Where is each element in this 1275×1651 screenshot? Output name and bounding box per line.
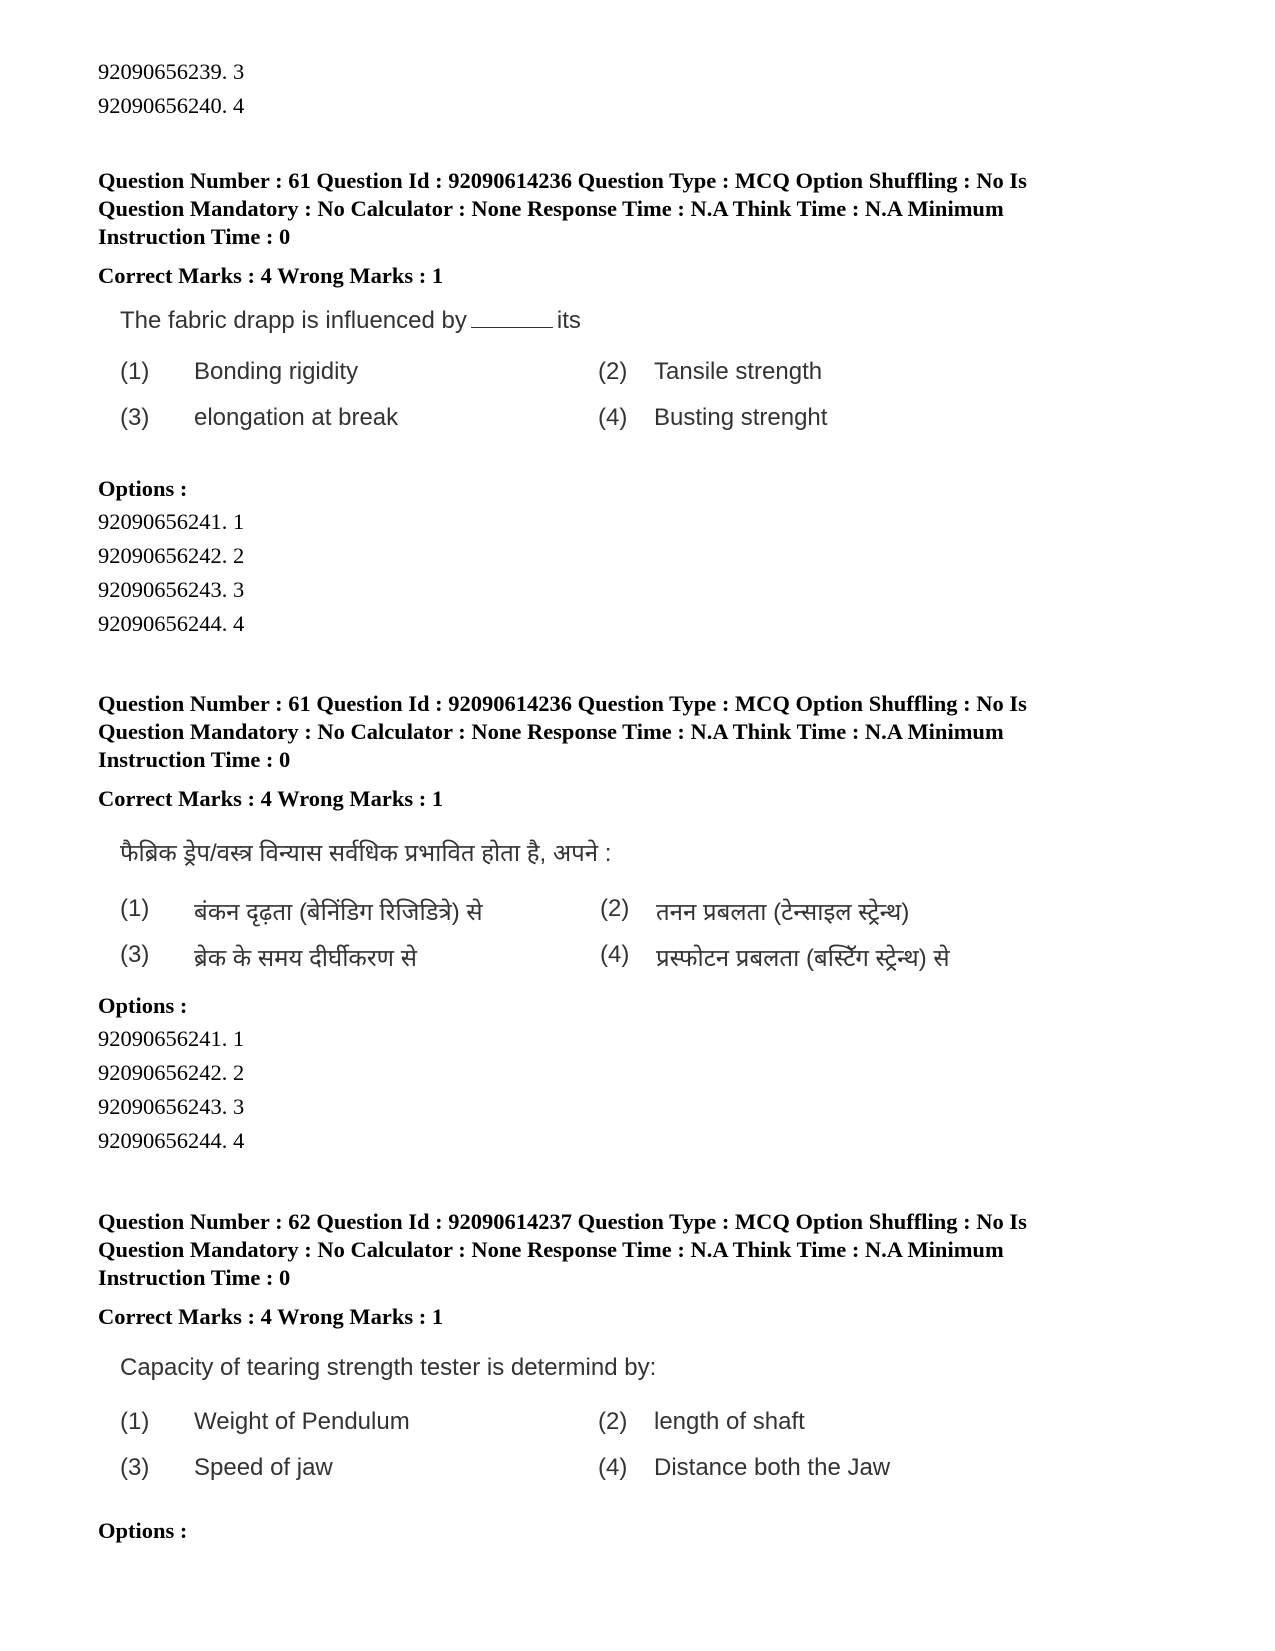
option-line: 92090656243. 3 (98, 1094, 245, 1119)
options-label: Options : (98, 1518, 188, 1543)
option-line: 92090656241. 1 (98, 1026, 245, 1051)
question-meta: Question Number : 62 Question Id : 92090614237 Question Type : MCQ Option Shuffling : No Is Question Mandatory : No Calculator : None Response Time : N.A Think Time : N.A Minimum Instruction Time : 0 (98, 1209, 1027, 1290)
option-line: 92090656242. 2 (98, 1060, 245, 1085)
marks-line: Correct Marks : 4 Wrong Marks : 1 (98, 1304, 444, 1329)
option-line: 92090656239. 3 (98, 59, 245, 84)
question-image (120, 305, 581, 337)
question-image (120, 838, 611, 870)
option-line: 92090656241. 1 (98, 509, 245, 534)
options-label: Options : (98, 993, 188, 1018)
question-text: Capacity of tearing strength tester is determind by: (120, 1354, 657, 1381)
option-line: 92090656244. 4 (98, 611, 245, 636)
question-text: फैब्रिक ड्रेप/वस्त्र विन्यास सर्वधिक प्रभावित होता है, अपने : (120, 840, 612, 867)
marks-line: Correct Marks : 4 Wrong Marks : 1 (98, 263, 444, 288)
choice-grid: (1) बंकन दृढ़ता (बेनिंडिग रिजिडित्रे) से (2) तनन प्रबलता (टेन्साइल स्ट्रेन्थ) (3) ब्रेक के समय दीर्घीकरण से (4) प्रस्फोटन प्रबलता (बस्टिॅग स्ट्रेन्थ) से (120, 895, 950, 972)
option-line: 92090656242. 2 (98, 543, 245, 568)
question-image (120, 1352, 656, 1384)
option-line: 92090656240. 4 (98, 93, 245, 118)
choice-grid: (1) Bonding rigidity (2) Tansile strength (3) elongation at break (4) Busting strenght (120, 358, 828, 431)
option-line: 92090656243. 3 (98, 577, 245, 602)
marks-line: Correct Marks : 4 Wrong Marks : 1 (98, 786, 444, 811)
question-meta: Question Number : 61 Question Id : 92090614236 Question Type : MCQ Option Shuffling : No Is Question Mandatory : No Calculator : None Response Time : N.A Think Time : N.A Minimum Instruction Time : 0 (98, 691, 1027, 772)
option-line: 92090656244. 4 (98, 1128, 245, 1153)
options-label: Options : (98, 476, 188, 501)
choice-grid: (1) Weight of Pendulum (2) length of shaft (3) Speed of jaw (4) Distance both the Jaw (120, 1408, 891, 1481)
question-meta: Question Number : 61 Question Id : 92090614236 Question Type : MCQ Option Shuffling : No Is Question Mandatory : No Calculator : None Response Time : N.A Think Time : N.A Minimum Instruction Time : 0 (98, 168, 1027, 249)
blank-line (471, 307, 553, 328)
question-text: The fabric drapp is influenced by its (120, 307, 581, 334)
